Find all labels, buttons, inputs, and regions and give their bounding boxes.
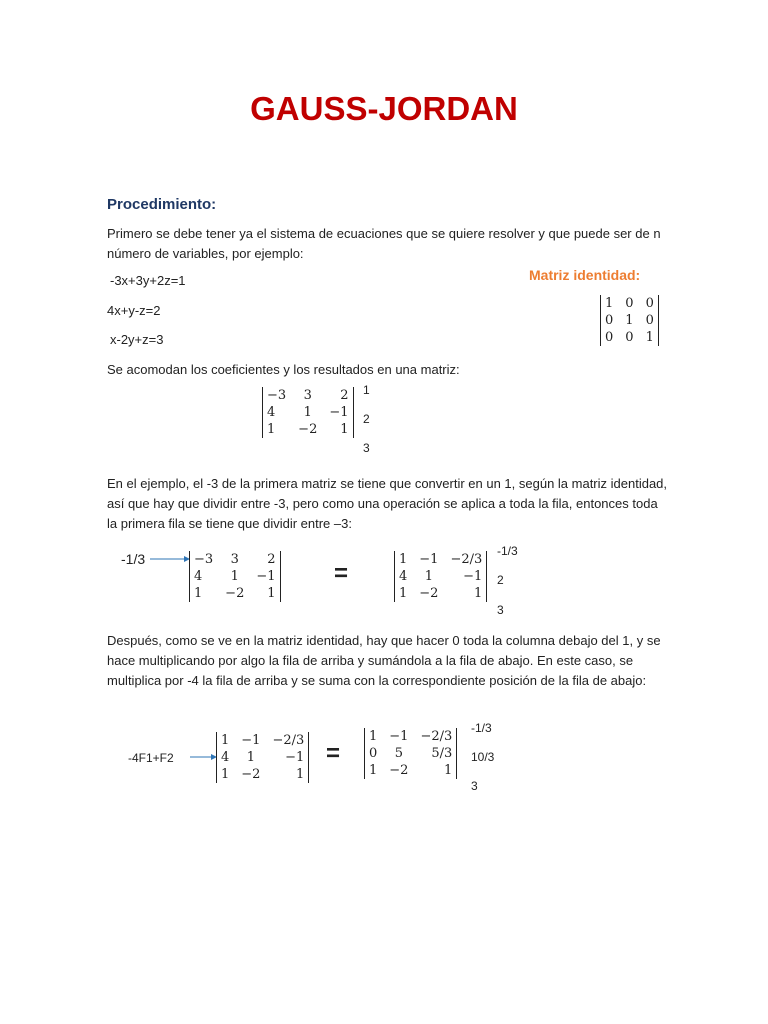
identity-label: Matriz identidad: (529, 267, 641, 283)
step2-right-matrix (364, 728, 457, 779)
step2-result-2: 10/3 (471, 750, 495, 764)
matrix-cell: 1 (221, 767, 230, 782)
matrix-row (368, 762, 453, 779)
step2-equals-sign: = (326, 740, 341, 767)
step1-right-matrix (394, 551, 487, 602)
matrix-cell: 1 (230, 569, 239, 584)
matrix-cell: −2 (225, 586, 245, 601)
initial-result-1: 1 (363, 383, 370, 397)
matrix-cell: −1 (256, 569, 276, 584)
matrix-cell: −1 (463, 569, 483, 584)
matrix-cell: −3 (194, 552, 214, 567)
matrix-cell: 0 (645, 313, 654, 328)
matrix-cell: 0 (369, 746, 378, 761)
matrix-cell: 1 (303, 405, 312, 420)
matrix-row (398, 585, 483, 602)
step2-result-1: -1/3 (471, 721, 492, 735)
step1-equals-sign: = (334, 560, 349, 587)
equation-2: 4x+y-z=2 (107, 303, 161, 318)
matrix-cell: −2/3 (272, 733, 305, 748)
identity-matrix (600, 295, 659, 346)
matrix-cell: 0 (625, 296, 634, 311)
matrix-row (266, 421, 350, 438)
explanation-1: En el ejemplo, el -3 de la primera matriz se tiene que convertir en un 1, según la matriz identidad, así que hay que dividir entre -3, pero como una operación se aplica a toda la fila, entonces toda la primera fila se tiene que dividir entre –3: (107, 476, 668, 531)
matrix-cell: 1 (340, 422, 349, 437)
matrix-cell: −1 (419, 552, 439, 567)
matrix-row (368, 745, 453, 762)
matrix-cell: 5/3 (431, 746, 453, 761)
matrix-row (266, 404, 350, 421)
matrix-cell: 1 (267, 586, 276, 601)
matrix-row (604, 329, 655, 346)
step2-left-matrix (216, 732, 309, 783)
page-title: GAUSS-JORDAN (250, 90, 518, 127)
matrix-cell: 5 (394, 746, 403, 761)
matrix-cell: 1 (246, 750, 255, 765)
matrix-row (398, 551, 483, 568)
matrix-cell: −2/3 (450, 552, 483, 567)
matrix-row (220, 732, 305, 749)
matrix-row (220, 766, 305, 783)
matrix-cell: 1 (399, 586, 408, 601)
matrix-cell: −1 (329, 405, 349, 420)
matrix-cell: 4 (267, 405, 276, 420)
matrix-cell: 1 (444, 763, 453, 778)
matrix-cell: −2 (298, 422, 318, 437)
matrix-cell: 1 (369, 763, 378, 778)
matrix-cell: 4 (221, 750, 230, 765)
matrix-cell: −2/3 (420, 729, 453, 744)
matrix-row (398, 568, 483, 585)
step2-result-3: 3 (471, 779, 478, 793)
equation-3: x-2y+z=3 (110, 332, 164, 347)
matrix-cell: 0 (605, 313, 614, 328)
matrix-cell: −1 (285, 750, 305, 765)
matrix-cell: −2 (241, 767, 261, 782)
matrix-cell: −1 (241, 733, 261, 748)
intro-paragraph: Primero se debe tener ya el sistema de ecuaciones que se quiere resolver y que puede ser de n número de variables, por ejemplo: (107, 226, 661, 261)
matrix-cell: 1 (267, 422, 276, 437)
matrix-cell: 0 (605, 330, 614, 345)
matrix-cell: 0 (625, 330, 634, 345)
matrix-row (266, 387, 350, 404)
matrix-cell: 3 (230, 552, 239, 567)
matrix-cell: 1 (194, 586, 203, 601)
matrix-row (368, 728, 453, 745)
matrix-cell: 1 (645, 330, 654, 345)
matrix-cell: −2 (419, 586, 439, 601)
step1-result-3: 3 (497, 603, 504, 617)
section-heading: Procedimiento: (107, 196, 217, 213)
matrix-row (193, 568, 277, 585)
step2-operation: -4F1+F2 (128, 751, 174, 765)
explanation-2: Después, como se ve en la matriz identidad, hay que hacer 0 toda la columna debajo del 1, y se hace multiplicando por algo la fila de arriba y sumándola a la fila de abajo. En este caso, se multiplica por -4 la fila de arriba y se suma con la correspondiente posición de la fila de abajo: (107, 633, 661, 688)
matrix-cell: 4 (399, 569, 408, 584)
step1-left-matrix (189, 551, 281, 602)
step1-result-1: -1/3 (497, 544, 518, 558)
matrix-row (193, 585, 277, 602)
step1-result-2: 2 (497, 573, 504, 587)
matrix-cell: 1 (296, 767, 305, 782)
matrix-cell: −1 (389, 729, 409, 744)
matrix-cell: 2 (340, 388, 349, 403)
matrix-cell: −2 (389, 763, 409, 778)
matrix-row (193, 551, 277, 568)
matrix-cell: 1 (221, 733, 230, 748)
matrix-row (604, 312, 655, 329)
matrix-cell: 1 (399, 552, 408, 567)
arrow-right-icon (150, 553, 190, 565)
matrix-cell: 1 (474, 586, 483, 601)
coefficients-text: Se acomodan los coeficientes y los resultados en una matriz: (107, 362, 460, 377)
matrix-cell: 0 (645, 296, 654, 311)
matrix-cell: 1 (625, 313, 634, 328)
initial-result-2: 2 (363, 412, 370, 426)
matrix-cell: 1 (369, 729, 378, 744)
step1-operation: -1/3 (121, 551, 146, 567)
initial-matrix (262, 387, 354, 438)
matrix-cell: 4 (194, 569, 203, 584)
matrix-cell: −3 (267, 388, 287, 403)
matrix-cell: 2 (267, 552, 276, 567)
arrow-right-icon (190, 751, 217, 763)
matrix-row (220, 749, 305, 766)
matrix-row (604, 295, 655, 312)
matrix-cell: 1 (605, 296, 614, 311)
matrix-cell: 3 (303, 388, 312, 403)
matrix-cell: 1 (424, 569, 433, 584)
initial-result-3: 3 (363, 441, 370, 455)
equation-1: -3x+3y+2z=1 (110, 273, 186, 288)
